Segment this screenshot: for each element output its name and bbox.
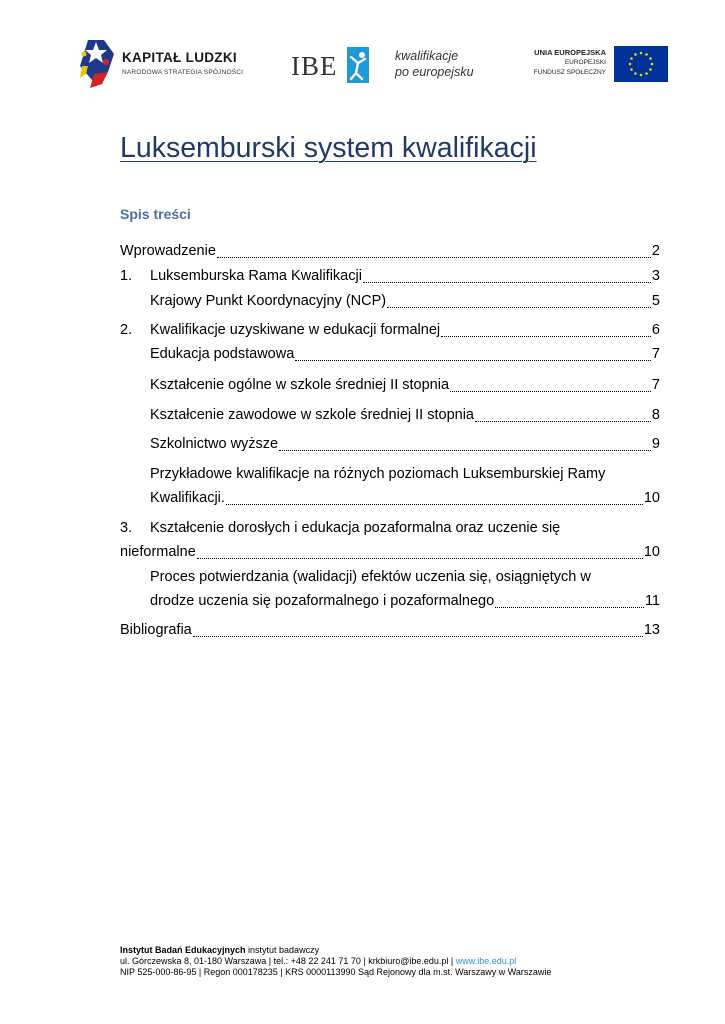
toc-entry-text: drodze uczenia się pozaformalnego i pozaformalnego [150,593,495,609]
footer-address-line [120,956,551,967]
toc-entry-text: Kształcenie zawodowe w szkole średniej II stopnia [150,407,474,423]
toc-entry-text: nieformalne [120,544,196,560]
ue-logo [518,44,668,84]
eu-star [651,63,654,66]
ue-line1: UNIA EUROPEJSKA [534,48,606,57]
toc-entry-text: Luksemburska Rama Kwalifikacji [150,268,362,284]
toc-entry-page: 10 [643,490,660,506]
ibe-logo [291,44,491,88]
toc-entry-page: 13 [643,622,660,638]
toc-entry-przykladowe-line1[interactable]: Przykładowe kwalifikacje na różnych poziomach Luksemburskiej Ramy [150,466,606,482]
toc-entry-page: 10 [643,544,660,560]
toc-entry-page: 7 [651,377,660,393]
footer-website-link[interactable]: www.ibe.edu.pl [455,956,517,966]
eu-star [630,57,633,60]
toc-entry-szkolnictwo-wyzsze[interactable] [150,436,660,456]
toc-leader-dots [193,635,643,637]
toc-entry-bibliografia[interactable] [120,622,660,642]
toc-entry-ksztalcenie-doroslych-line1[interactable] [120,520,560,536]
toc-entry-number: 2. [120,322,133,338]
toc-entry-page: 11 [644,593,660,609]
ibe-tagline-line1: kwalifikacje [395,49,459,63]
toc-entry-ksztalcenie-doroslych[interactable] [120,544,660,564]
toc-entry-przykladowe[interactable] [150,490,660,510]
eu-star [634,72,637,75]
toc-leader-dots [226,503,643,505]
eu-flag-icon [614,46,668,82]
eu-star [640,52,643,55]
toc-entry-page: 7 [651,346,660,362]
document-title: Luksemburski system kwalifikacji [120,132,537,164]
toc-leader-dots [279,449,651,451]
toc-leader-dots [450,390,651,392]
eu-star [634,53,637,56]
toc-leader-dots [441,335,651,337]
toc-leader-dots [495,606,644,608]
toc-entry-luksemburska-rama[interactable] [120,268,660,288]
toc-heading: Spis treści [120,206,191,222]
kapital-ludzki-logo [74,36,254,92]
toc-leader-dots [197,557,643,559]
ibe-tagline-line2: po europejsku [395,65,474,79]
toc-entry-walidacja[interactable] [150,593,660,613]
eu-star [640,74,643,77]
toc-entry-page: 3 [651,268,660,284]
toc-entry-wprowadzenie[interactable] [120,243,660,263]
eu-star [649,57,652,60]
toc-entry-text: Krajowy Punkt Koordynacyjny (NCP) [150,293,387,309]
toc-entry-page: 9 [651,436,660,452]
toc-leader-dots [387,306,651,308]
toc-entry-page: 8 [651,407,660,423]
eu-star [645,53,648,56]
toc-entry-ncp[interactable] [150,293,660,313]
toc-entry-kwalifikacje-formalne[interactable] [120,322,660,342]
toc-entry-walidacja-line1[interactable]: Proces potwierdzania (walidacji) efektów uczenia się, osiągniętych w [150,569,591,585]
toc-entry-number: 1. [120,268,133,284]
page-footer [120,945,551,978]
header-logos [74,36,668,92]
toc-leader-dots [217,256,651,258]
toc-entry-text: Edukacja podstawowa [150,346,295,362]
toc-leader-dots [363,281,651,283]
footer-address: ul. Górczewska 8, 01-180 Warszawa | tel.: +48 22 241 71 70 | krkbiuro@ibe.edu.pl | [120,956,456,966]
toc-entry-page: 5 [651,293,660,309]
toc-entry-edukacja-podstawowa[interactable] [150,346,660,366]
toc-leader-dots [295,359,651,361]
footer-registry: NIP 525-000-86-95 | Regon 000178235 | KRS 0000113990 Sąd Rejonowy dla m.st. Warszawy w Warszawie [120,967,552,977]
toc-entry-text: Wprowadzenie [120,243,216,259]
footer-org [120,945,551,956]
toc-entry-page: 6 [651,322,660,338]
toc-entry-number: 3. [120,520,133,536]
ibe-name: IBE [291,51,338,81]
toc-entry-text: Kwalifikacje uzyskiwane w edukacji formalnej [150,322,441,338]
kapital-ludzki-name: KAPITAŁ LUDZKI [122,50,237,65]
toc-entry-ksztalcenie-zawodowe[interactable] [150,407,660,427]
footer-org-name: Instytut Badań Edukacyjnych [120,945,246,955]
toc-entry-text-line1: Kształcenie dorosłych i edukacja pozaformalna oraz uczenie się [150,520,561,536]
toc-entry-text: Kształcenie ogólne w szkole średniej II stopnia [150,377,450,393]
ibe-figure-icon [347,47,369,83]
toc-entry-page: 2 [651,243,660,259]
footer-org-type: instytut badawczy [245,945,320,955]
kapital-ludzki-star-icon [74,36,120,92]
toc-entry-text: Bibliografia [120,622,192,638]
ue-line3: FUNDUSZ SPOŁECZNY [533,69,606,76]
ue-line2: EUROPEJSKI [564,59,606,66]
eu-star [649,68,652,71]
eu-star [645,72,648,75]
toc-leader-dots [475,420,651,422]
eu-star [630,68,633,71]
eu-star [629,63,632,66]
kapital-ludzki-subtitle: NARODOWA STRATEGIA SPÓJNOŚCI [122,69,244,76]
toc-entry-text: Kwalifikacji. [150,490,225,506]
toc-entry-text: Szkolnictwo wyższe [150,436,279,452]
toc-entry-ksztalcenie-ogolne[interactable] [150,377,660,397]
